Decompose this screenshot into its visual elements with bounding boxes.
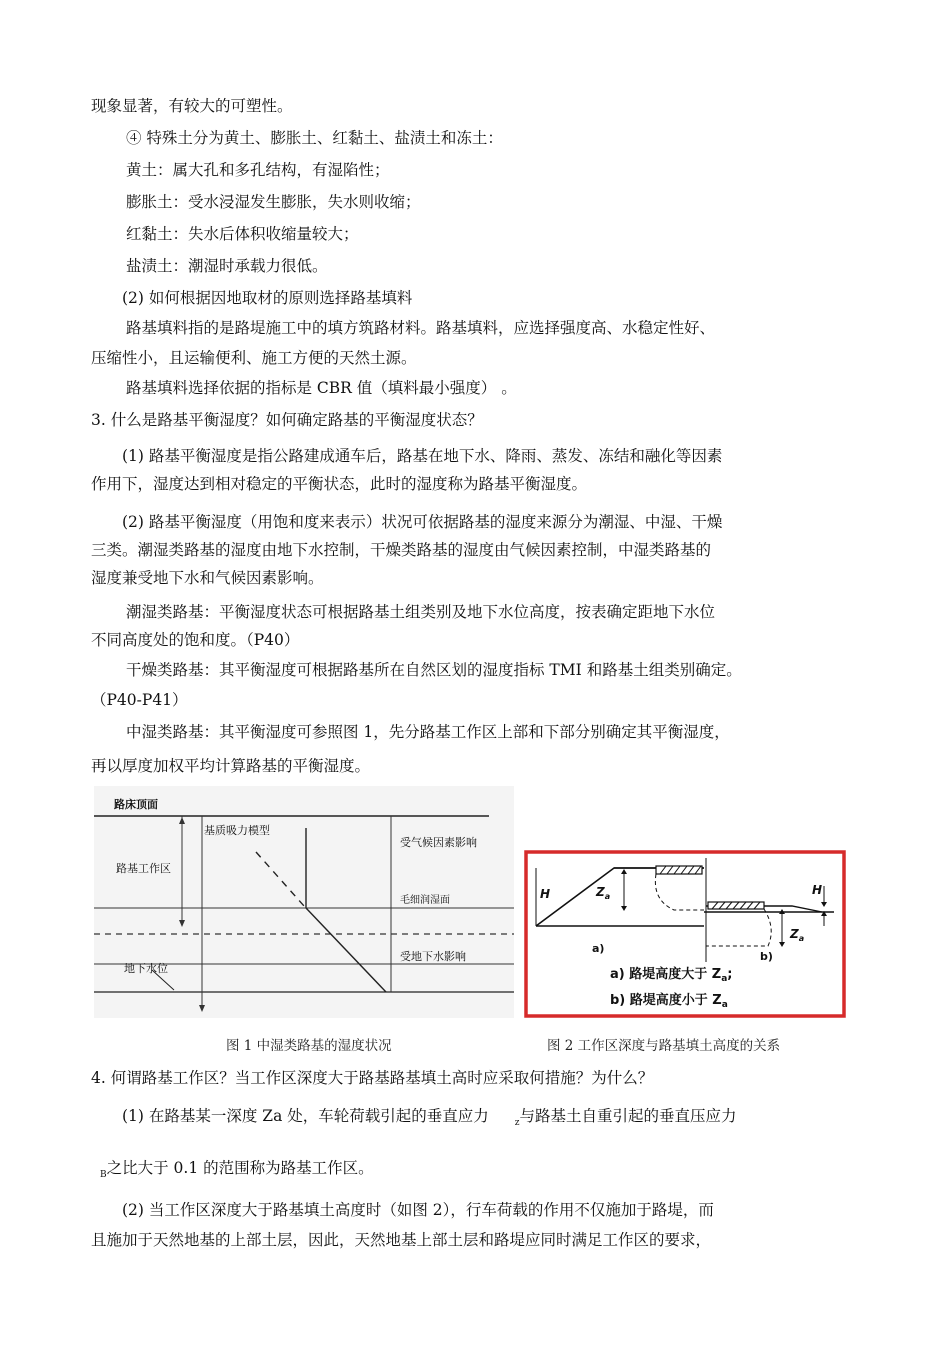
label-a: a) — [592, 942, 605, 955]
text-line-25: 且施加于天然地基的上部土层，因此，天然地基上部土层和路堤应同时满足工作区的要求， — [91, 1231, 712, 1249]
text-line-17: 潮湿类路基：平衡湿度状态可根据路基土组类别及地下水位高度，按表确定距地下水位 — [126, 603, 716, 621]
label-b: b) — [760, 950, 773, 963]
text-line-20: （P40-P41） — [91, 691, 188, 709]
label-H-a: H — [540, 887, 551, 901]
text-line-11: 3. 什么是路基平衡湿度？如何确定路基的平衡湿度状态？ — [91, 411, 483, 429]
text-line-8: 路基填料指的是路堤施工中的填方筑路材料。路基填料，应选择强度高、水稳定性好、 — [126, 319, 716, 337]
text-line-5: 红黏土：失水后体积收缩量较大； — [126, 225, 359, 243]
text-line-2: ④ 特殊土分为黄土、膨胀土、红黏土、盐渍土和冻土： — [126, 129, 503, 147]
label-groundwater-level: 地下水位 — [124, 962, 168, 975]
figure-2-diagram — [524, 850, 846, 1018]
text-line-16: 湿度兼受地下水和气候因素影响。 — [91, 569, 324, 587]
text-line-22: 再以厚度加权平均计算路基的平衡湿度。 — [91, 757, 371, 775]
figure-1-diagram — [94, 786, 514, 1018]
text-line-3: 黄土：属大孔和多孔结构，有湿陷性； — [126, 161, 390, 179]
text-line-24: (2) 当工作区深度大于路基填土高度时（如图 2），行车荷载的作用不仅施加于路堤，而 — [122, 1201, 714, 1219]
text-line-23: 4. 何谓路基工作区？当工作区深度大于路基路基填土高时应采取何措施？为什么？ — [91, 1069, 654, 1087]
label-climate: 受气候因素影响 — [400, 836, 477, 849]
figure-1-caption: 图 1 中湿类路基的湿度状况 — [226, 1038, 392, 1054]
text-line-6: 盐渍土：潮湿时承载力很低。 — [126, 257, 328, 275]
label-work-zone: 路基工作区 — [116, 862, 171, 875]
figure-2-svg — [524, 850, 846, 1018]
text-line-12: (1) 路基平衡湿度是指公路建成通车后，路基在地下水、降雨、蒸发、冻结和融化等因素 — [122, 447, 723, 465]
label-Za-b: $Z_a$ — [790, 927, 805, 943]
label-capillary: 毛细润湿面 — [400, 895, 450, 906]
legend-a: a) 路堤高度大于 $Z_a$; — [610, 967, 733, 984]
text-line-para4-1a: (1) 在路基某一深度 Za 处，车轮荷载引起的垂直应力 $_z$与路基土自重引起的垂直压应力 — [122, 1107, 737, 1128]
label-top-surface: 路床顶面 — [114, 798, 158, 811]
text-line-para4-1b: $_B$之比大于 0.1 的范围称为路基工作区。 — [100, 1159, 374, 1180]
text-line-18: 不同高度处的饱和度。（P40） — [91, 631, 300, 649]
text-line-15: 三类。潮湿类路基的湿度由地下水控制，干燥类路基的湿度由气候因素控制，中湿类路基的 — [91, 541, 712, 559]
text-line-13: 作用下，湿度达到相对稳定的平衡状态，此时的湿度称为路基平衡湿度。 — [91, 475, 588, 493]
text-line-9: 压缩性小，且运输便利、施工方便的天然土源。 — [91, 349, 417, 367]
label-H-b: H — [812, 883, 823, 897]
figure-2-caption: 图 2 工作区深度与路基填土高度的关系 — [547, 1038, 781, 1054]
text-line-14: (2) 路基平衡湿度（用饱和度来表示）状况可依据路基的湿度来源分为潮湿、中湿、干燥 — [122, 513, 723, 531]
text-line-10: 路基填料选择依据的指标是 CBR 值（填料最小强度） 。 — [126, 379, 517, 397]
text-line-4: 膨胀土：受水浸湿发生膨胀，失水则收缩； — [126, 193, 421, 211]
text-line-1: 现象显著，有较大的可塑性。 — [91, 97, 293, 115]
label-suction-model: 基质吸力模型 — [204, 824, 270, 837]
text-line-7: (2) 如何根据因地取材的原则选择路基填料 — [122, 289, 413, 307]
figure-1-svg — [94, 786, 514, 1018]
label-groundwater-influence: 受地下水影响 — [400, 950, 466, 963]
label-Za-a: $Z_a$ — [596, 885, 611, 901]
legend-b: b) 路堤高度小于 $Z_a$ — [610, 993, 728, 1010]
text-line-21: 中湿类路基：其平衡湿度可参照图 1，先分路基工作区上部和下部分别确定其平衡湿度， — [126, 723, 730, 741]
text-line-19: 干燥类路基：其平衡湿度可根据路基所在自然区划的湿度指标 TMI 和路基土组类别确定。 — [126, 661, 742, 679]
